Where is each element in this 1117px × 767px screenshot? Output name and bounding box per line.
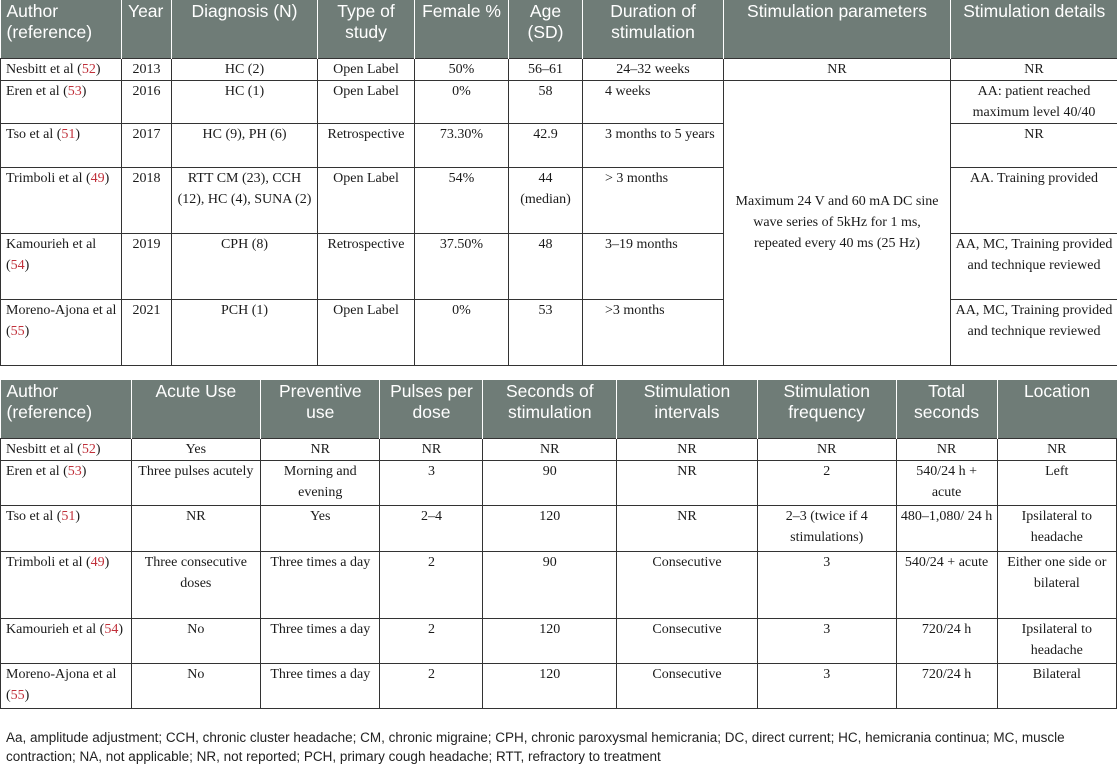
author-text: Moreno-Ajona et al ( xyxy=(6,666,117,703)
table-row xyxy=(1,438,1117,460)
header-intervals: Stimulation intervals xyxy=(617,380,758,438)
diagnosis-cell: RTT CM (23), CCH (12), HC (4), SUNA (2) xyxy=(172,167,318,233)
table2-header-row xyxy=(1,380,1117,438)
location-cell: Either one side or bilateral xyxy=(997,551,1116,618)
age-cell: 58 xyxy=(509,80,583,123)
header-location: Location xyxy=(997,380,1116,438)
duration-cell: >3 months xyxy=(583,299,724,365)
frequency-cell: 3 xyxy=(757,618,896,663)
paren: ) xyxy=(118,621,124,637)
author-cell xyxy=(1,618,132,663)
diagnosis-cell: HC (1) xyxy=(172,80,318,123)
author-cell xyxy=(1,233,122,299)
year-cell: 2021 xyxy=(122,299,172,365)
age-cell: 48 xyxy=(509,233,583,299)
acute-cell: No xyxy=(131,618,261,663)
table-row xyxy=(1,233,1117,299)
diagnosis-cell: PCH (1) xyxy=(172,299,318,365)
table-row xyxy=(1,505,1117,551)
pulses-cell: 2 xyxy=(380,551,483,618)
author-text: Nesbitt et al ( xyxy=(6,441,82,457)
reference-link[interactable]: 54 xyxy=(104,621,119,637)
diagnosis-cell: HC (9), PH (6) xyxy=(172,123,318,167)
header-parameters: Stimulation parameters xyxy=(724,0,951,58)
reference-link[interactable]: 51 xyxy=(61,508,76,524)
header-diagnosis: Diagnosis (N) xyxy=(172,0,318,58)
diagnosis-cell: HC (2) xyxy=(172,58,318,80)
acute-cell: Three pulses acutely xyxy=(131,460,261,505)
reference-link[interactable]: 55 xyxy=(10,687,25,703)
author-text: Kamourieh et al ( xyxy=(6,236,97,273)
table-row xyxy=(1,123,1117,167)
author-text: Tso et al ( xyxy=(6,126,62,142)
acute-cell: Yes xyxy=(131,438,261,460)
author-cell xyxy=(1,663,132,708)
params-cell: NR xyxy=(724,58,951,80)
header-author: Author (reference) xyxy=(1,380,132,438)
study-cell: Open Label xyxy=(318,58,415,80)
duration-cell: > 3 months xyxy=(583,167,724,233)
duration-cell: 3 months to 5 years xyxy=(583,123,724,167)
header-details: Stimulation details xyxy=(951,0,1117,58)
table-row xyxy=(1,58,1117,80)
author-text: Kamourieh et al ( xyxy=(6,621,105,637)
pulses-cell: 2 xyxy=(380,618,483,663)
diagnosis-cell: CPH (8) xyxy=(172,233,318,299)
seconds-cell: 90 xyxy=(483,460,617,505)
author-cell xyxy=(1,167,122,233)
age-cell: 42.9 xyxy=(509,123,583,167)
pulses-cell: 3 xyxy=(380,460,483,505)
paren: ) xyxy=(104,554,110,570)
intervals-cell: NR xyxy=(617,438,758,460)
location-cell: Left xyxy=(997,460,1116,505)
reference-link[interactable]: 51 xyxy=(61,126,76,142)
female-cell: 54% xyxy=(415,167,509,233)
table-row xyxy=(1,299,1117,365)
frequency-cell: 3 xyxy=(757,551,896,618)
table-row xyxy=(1,551,1117,618)
paren: ) xyxy=(81,463,87,479)
year-cell: 2016 xyxy=(122,80,172,123)
author-cell xyxy=(1,505,132,551)
female-cell: 0% xyxy=(415,299,509,365)
pulses-cell: NR xyxy=(380,438,483,460)
paren: ) xyxy=(24,257,30,273)
study-cell: Open Label xyxy=(318,167,415,233)
location-cell: Ipsilateral to headache xyxy=(997,618,1116,663)
author-cell xyxy=(1,299,122,365)
total-cell: NR xyxy=(896,438,997,460)
paren: ) xyxy=(81,83,87,99)
year-cell: 2018 xyxy=(122,167,172,233)
preventive-cell: Three times a day xyxy=(261,618,380,663)
reference-link[interactable]: 53 xyxy=(67,463,82,479)
reference-link[interactable]: 52 xyxy=(81,61,96,77)
acute-cell: NR xyxy=(131,505,261,551)
female-cell: 0% xyxy=(415,80,509,123)
frequency-cell: 2–3 (twice if 4 stimulations) xyxy=(757,505,896,551)
author-text: Trimboli et al ( xyxy=(6,170,91,186)
reference-link[interactable]: 49 xyxy=(90,554,105,570)
paren: ) xyxy=(75,508,81,524)
table-row xyxy=(1,618,1117,663)
header-age: Age (SD) xyxy=(509,0,583,58)
study-characteristics-table xyxy=(0,0,1117,366)
frequency-cell: 3 xyxy=(757,663,896,708)
stimulation-usage-table xyxy=(0,380,1117,709)
header-acute-use: Acute Use xyxy=(131,380,261,438)
preventive-cell: NR xyxy=(261,438,380,460)
table-row xyxy=(1,167,1117,233)
reference-link[interactable]: 52 xyxy=(81,441,96,457)
total-cell: 540/24 h + acute xyxy=(896,460,997,505)
duration-cell: 4 weeks xyxy=(583,80,724,123)
reference-link[interactable]: 53 xyxy=(67,83,82,99)
frequency-cell: NR xyxy=(757,438,896,460)
intervals-cell: Consecutive xyxy=(617,551,758,618)
duration-cell: 3–19 months xyxy=(583,233,724,299)
paren: ) xyxy=(95,61,101,77)
table1-header-row xyxy=(1,0,1117,58)
table-row xyxy=(1,460,1117,505)
author-text: Tso et al ( xyxy=(6,508,62,524)
details-cell: NR xyxy=(951,123,1117,167)
duration-cell: 24–32 weeks xyxy=(583,58,724,80)
author-text: Trimboli et al ( xyxy=(6,554,91,570)
seconds-cell: 90 xyxy=(483,551,617,618)
location-cell: Bilateral xyxy=(997,663,1116,708)
preventive-cell: Morning and evening xyxy=(261,460,380,505)
details-cell: NR xyxy=(951,58,1117,80)
age-cell: 44 (median) xyxy=(509,167,583,233)
study-cell: Open Label xyxy=(318,299,415,365)
header-total-seconds: Total seconds xyxy=(896,380,997,438)
location-cell: NR xyxy=(997,438,1116,460)
header-duration: Duration of stimulation xyxy=(583,0,724,58)
author-cell xyxy=(1,80,122,123)
details-cell: AA. Training provided xyxy=(951,167,1117,233)
age-cell: 53 xyxy=(509,299,583,365)
pulses-cell: 2–4 xyxy=(380,505,483,551)
reference-link[interactable]: 49 xyxy=(90,170,105,186)
seconds-cell: 120 xyxy=(483,505,617,551)
study-cell: Retrospective xyxy=(318,123,415,167)
author-cell xyxy=(1,123,122,167)
frequency-cell: 2 xyxy=(757,460,896,505)
details-cell: AA, MC, Training provided and technique reviewed xyxy=(951,299,1117,365)
author-cell xyxy=(1,551,132,618)
preventive-cell: Three times a day xyxy=(261,663,380,708)
author-text: Eren et al ( xyxy=(6,83,68,99)
details-cell: AA: patient reached maximum level 40/40 xyxy=(951,80,1117,123)
paren: ) xyxy=(75,126,81,142)
preventive-cell: Three times a day xyxy=(261,551,380,618)
total-cell: 540/24 + acute xyxy=(896,551,997,618)
female-cell: 73.30% xyxy=(415,123,509,167)
age-cell: 56–61 xyxy=(509,58,583,80)
author-text: Eren et al ( xyxy=(6,463,68,479)
header-study-type: Type of study xyxy=(318,0,415,58)
reference-link[interactable]: 55 xyxy=(10,323,25,339)
seconds-cell: 120 xyxy=(483,663,617,708)
intervals-cell: NR xyxy=(617,460,758,505)
author-text: Nesbitt et al ( xyxy=(6,61,82,77)
reference-link[interactable]: 54 xyxy=(10,257,25,273)
table-row xyxy=(1,80,1117,123)
intervals-cell: Consecutive xyxy=(617,618,758,663)
details-cell: AA, MC, Training provided and technique reviewed xyxy=(951,233,1117,299)
study-cell: Open Label xyxy=(318,80,415,123)
study-cell: Retrospective xyxy=(318,233,415,299)
header-female: Female % xyxy=(415,0,509,58)
author-cell xyxy=(1,438,132,460)
header-frequency: Stimulation frequency xyxy=(757,380,896,438)
year-cell: 2019 xyxy=(122,233,172,299)
female-cell: 37.50% xyxy=(415,233,509,299)
year-cell: 2013 xyxy=(122,58,172,80)
author-cell xyxy=(1,460,132,505)
female-cell: 50% xyxy=(415,58,509,80)
total-cell: 480–1,080/ 24 h xyxy=(896,505,997,551)
pulses-cell: 2 xyxy=(380,663,483,708)
table-row xyxy=(1,663,1117,708)
intervals-cell: Consecutive xyxy=(617,663,758,708)
header-seconds: Seconds of stimulation xyxy=(483,380,617,438)
paren: ) xyxy=(104,170,110,186)
acute-cell: Three consecutive doses xyxy=(131,551,261,618)
header-author: Author (reference) xyxy=(1,0,122,58)
total-cell: 720/24 h xyxy=(896,663,997,708)
paren: ) xyxy=(95,441,101,457)
table-footnote: Aa, amplitude adjustment; CCH, chronic cluster headache; CM, chronic migraine; CPH, chronic paroxysmal hemicrania; DC, direct current; HC, hemicrania continua; MC, muscle contraction; NA, not applicable; NR, not reported; PCH, primary cough headache; RTT, refractory to treatment xyxy=(6,730,1065,764)
location-cell: Ipsilateral to headache xyxy=(997,505,1116,551)
acute-cell: No xyxy=(131,663,261,708)
seconds-cell: NR xyxy=(483,438,617,460)
header-preventive-use: Preventive use xyxy=(261,380,380,438)
author-text: Moreno-Ajona et al ( xyxy=(6,302,117,339)
intervals-cell: NR xyxy=(617,505,758,551)
paren: ) xyxy=(24,323,30,339)
shared-params-cell: Maximum 24 V and 60 mA DC sine wave series of 5kHz for 1 ms, repeated every 40 ms (25 Hz) xyxy=(724,80,951,365)
seconds-cell: 120 xyxy=(483,618,617,663)
header-pulses: Pulses per dose xyxy=(380,380,483,438)
total-cell: 720/24 h xyxy=(896,618,997,663)
header-year: Year xyxy=(122,0,172,58)
year-cell: 2017 xyxy=(122,123,172,167)
author-cell xyxy=(1,58,122,80)
preventive-cell: Yes xyxy=(261,505,380,551)
paren: ) xyxy=(24,687,30,703)
